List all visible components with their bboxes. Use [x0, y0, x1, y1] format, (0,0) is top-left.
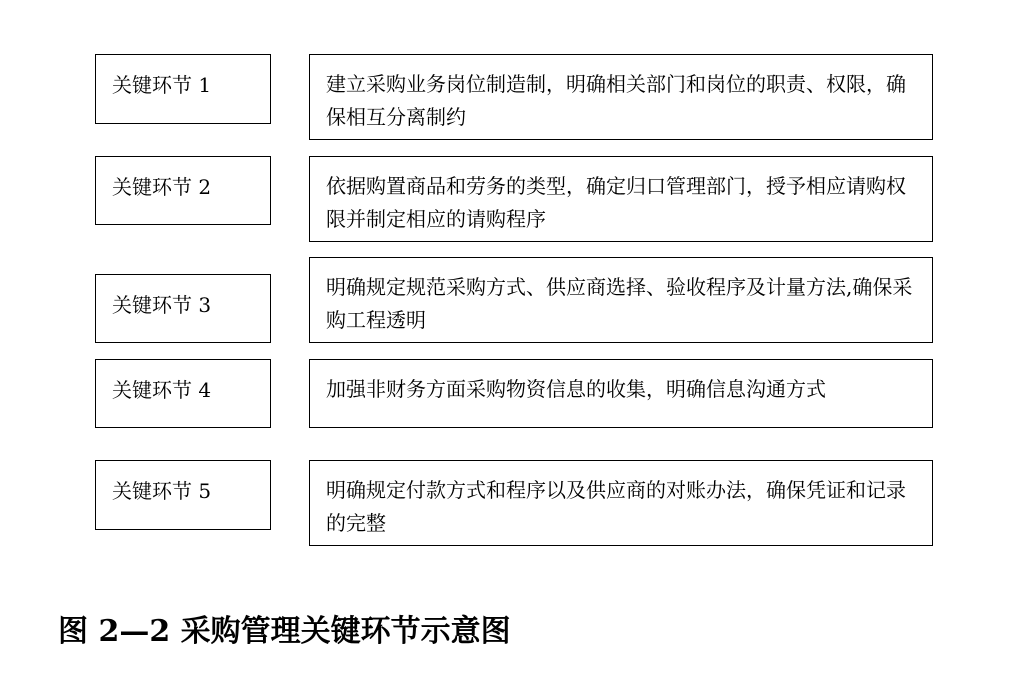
step-2-description-box — [309, 156, 933, 242]
step-2-label-box — [95, 156, 271, 225]
step-3-description-box — [309, 257, 933, 343]
step-3-label: 关键环节 3 — [112, 293, 212, 317]
step-1-description-box — [309, 54, 933, 140]
step-4-label: 关键环节 4 — [112, 378, 212, 402]
step-3-label-box — [95, 274, 271, 343]
step-5-label-box — [95, 460, 271, 530]
step-5-description: 明确规定付款方式和程序以及供应商的对账办法，确保凭证和记录的完整 — [326, 478, 906, 535]
step-4-description-box — [309, 359, 933, 428]
step-3-description: 明确规定规范采购方式、供应商选择、验收程序及计量方法,确保采购工程透明 — [326, 275, 913, 332]
step-4-label-box — [95, 359, 271, 428]
step-1-label: 关键环节 1 — [112, 73, 212, 97]
step-5-description-box — [309, 460, 933, 546]
step-4-description: 加强非财务方面采购物资信息的收集，明确信息沟通方式 — [326, 377, 826, 401]
step-5-label: 关键环节 5 — [112, 479, 212, 503]
figure-caption: 图 2—2 采购管理关键环节示意图 — [58, 614, 511, 649]
step-1-description: 建立采购业务岗位制造制，明确相关部门和岗位的职责、权限，确保相互分离制约 — [326, 72, 906, 129]
step-2-description: 依据购置商品和劳务的类型，确定归口管理部门，授予相应请购权限并制定相应的请购程序 — [326, 174, 906, 231]
step-2-label: 关键环节 2 — [112, 175, 212, 199]
step-1-label-box — [95, 54, 271, 124]
